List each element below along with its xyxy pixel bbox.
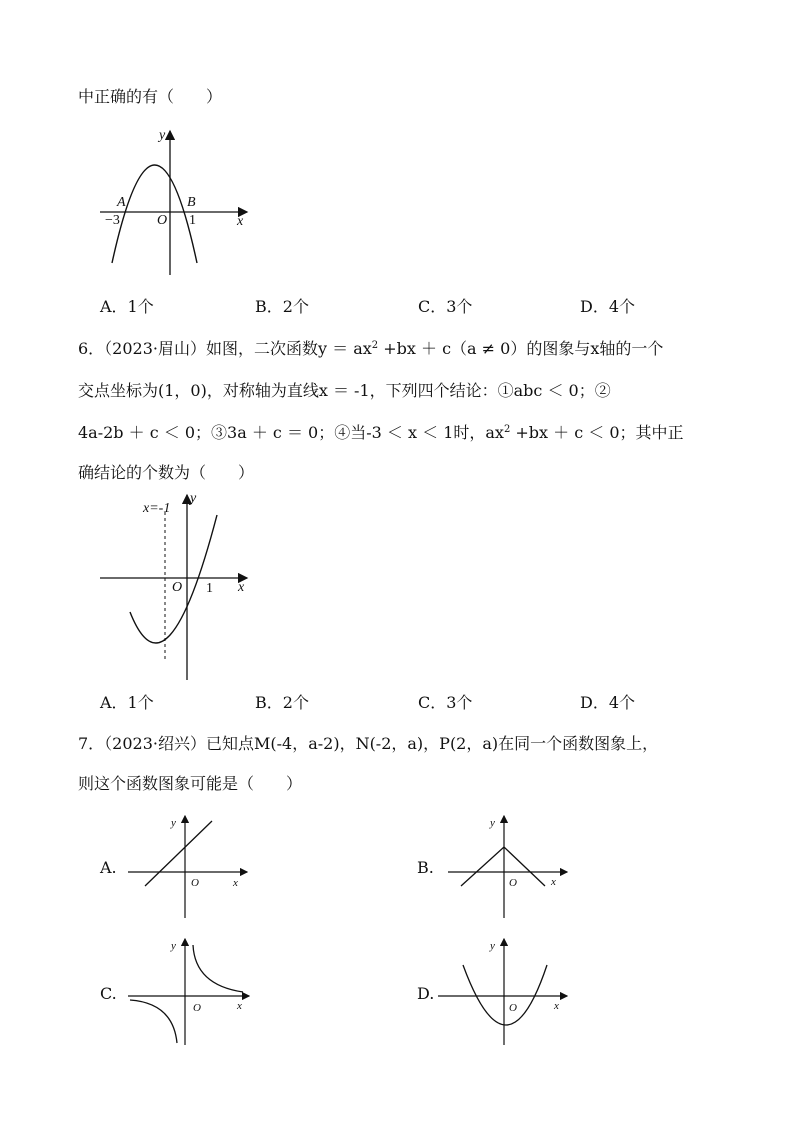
q6-parabola-figure [95,490,260,685]
y-label: y [490,940,495,952]
q6-option-c[interactable]: C．3个 [418,693,473,712]
q7-choice-d-graph[interactable] [435,935,575,1050]
q7-choice-a-label[interactable]: A. [100,858,117,877]
v-shape-graph [461,847,545,886]
q5-option-d[interactable]: D．4个 [580,297,636,316]
tick-neg3: −3 [105,213,120,228]
parabola-graph [463,965,547,1025]
point-b-label: B [187,195,196,210]
y-label: y [159,128,166,143]
q7-choice-a-graph[interactable] [125,812,255,922]
q7-choice-c-label[interactable]: C. [100,984,117,1003]
origin-label: O [172,580,183,595]
tick-1: 1 [189,213,196,228]
origin-label: O [157,213,168,228]
q6-exponent-2: 2 [503,424,511,435]
hyperbola-branch-right [193,945,243,992]
symmetry-axis-label: x=-1 [143,501,171,516]
x-label: x [238,580,245,595]
y-label: y [171,817,176,829]
q6-line-3a: 4a-2b ＋ c ＜ 0；③3a ＋ c ＝ 0；④当-3 ＜ x ＜ 1时，ax [78,423,504,442]
q6-exponent-1: 2 [371,340,379,351]
tick-1: 1 [206,581,213,596]
x-label: x [233,877,238,889]
q6-option-d[interactable]: D．4个 [580,693,636,712]
q6-option-b[interactable]: B．2个 [255,693,309,712]
q7-choice-b-label[interactable]: B. [417,858,434,877]
x-label: x [237,214,244,229]
q5-option-c[interactable]: C．3个 [418,297,473,316]
q6-line-4: 确结论的个数为（ ） [78,463,255,482]
q7-choice-d-label[interactable]: D. [417,984,435,1003]
q5-stem-tail: 中正确的有（ ） [78,87,223,106]
origin-label: O [191,877,199,889]
q6-line-1 [78,338,663,360]
hyperbola-branch-left [130,1000,177,1043]
y-label: y [190,491,197,506]
q5-option-a[interactable]: A．1个 [100,297,154,316]
origin-label: O [509,877,517,889]
parabola-curve [112,165,197,263]
x-label: x [551,876,556,888]
q6-option-a[interactable]: A．1个 [100,693,154,712]
point-a-label: A [117,195,126,210]
q7-choice-c-graph[interactable] [125,935,255,1050]
origin-label: O [193,1002,201,1014]
q5-parabola-figure [95,125,255,280]
q5-options [100,294,700,316]
y-label: y [171,940,176,952]
q7-choice-b-graph[interactable] [445,812,575,922]
q6-options [100,690,700,712]
q7-line-1: 7．（2023·绍兴）已知点M(-4，a-2)，N(-2，a)，P(2，a)在同一个函数图象上， [78,734,659,753]
q6-line-1b: +bx ＋ c（a ≠ 0）的图象与x轴的一个 [378,339,664,358]
q5-option-b[interactable]: B．2个 [255,297,309,316]
origin-label: O [509,1002,517,1014]
line-graph [145,821,212,886]
parabola-curve [130,515,217,643]
y-label: y [490,817,495,829]
q6-line-1a: 6．（2023·眉山）如图，二次函数y ＝ ax [78,339,372,358]
q6-line-2: 交点坐标为(1，0)，对称轴为直线x ＝ -1，下列四个结论：①abc ＜ 0；② [78,381,611,400]
q7-line-2: 则这个函数图象可能是（ ） [78,774,303,793]
x-label: x [554,1000,559,1012]
q6-line-3b: +bx ＋ c ＜ 0；其中正 [510,423,684,442]
q6-line-3 [78,422,684,444]
x-label: x [237,1000,242,1012]
